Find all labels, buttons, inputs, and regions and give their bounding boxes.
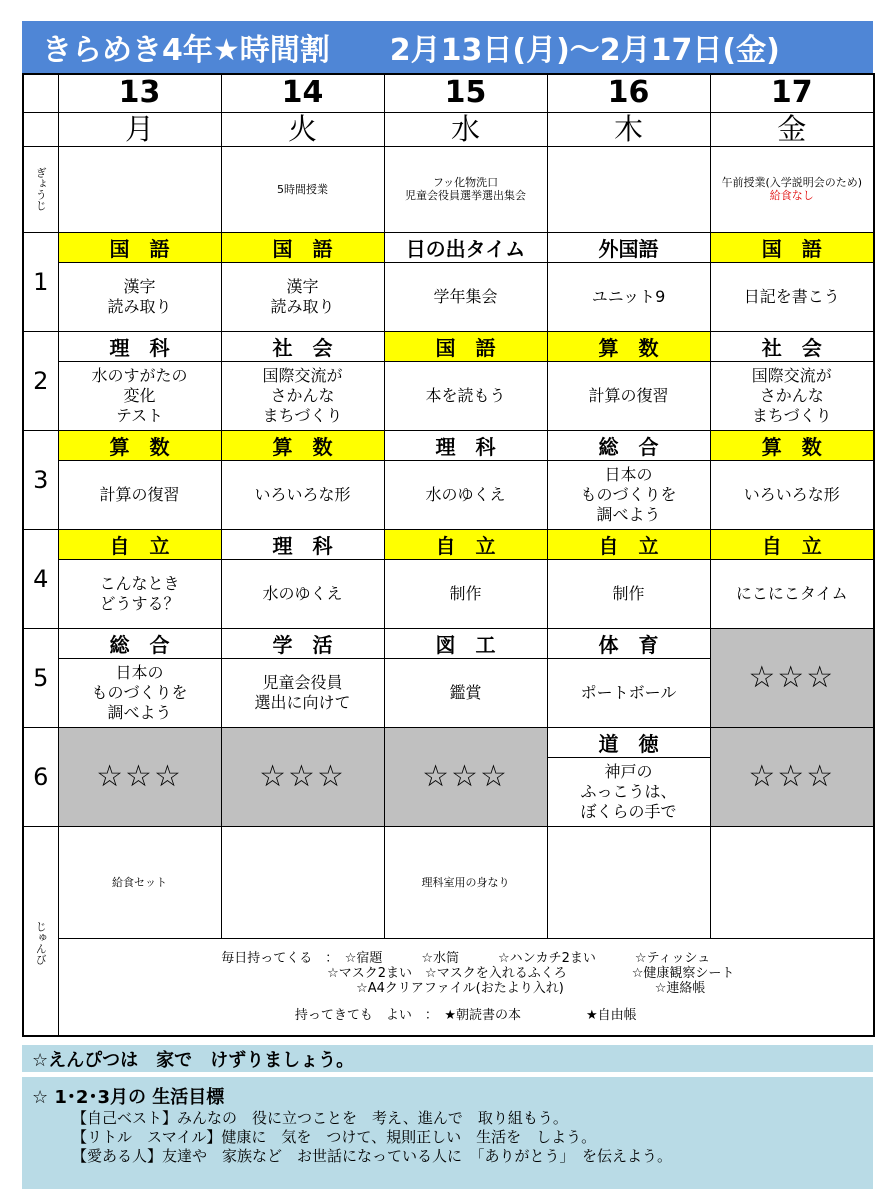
free-slot: ☆☆☆	[710, 628, 874, 727]
lesson-content	[221, 460, 384, 529]
free-slot: ☆☆☆	[710, 727, 874, 826]
event-text: 午前授業(入学説明会のため)	[721, 176, 863, 189]
lesson-content	[384, 460, 547, 529]
lesson-content	[384, 262, 547, 331]
day-name: 金	[710, 112, 874, 146]
lesson-text: ポートボール	[580, 682, 677, 702]
lesson-text: いろいろな形	[254, 484, 351, 504]
subject-label: 自 立	[58, 529, 221, 559]
subject-label: 算 数	[547, 331, 710, 361]
timetable	[22, 73, 875, 1037]
lesson-content	[221, 658, 384, 727]
lesson-content	[221, 559, 384, 628]
period-number: 3	[23, 430, 58, 529]
lesson-text: 国際交流が さかんな まちづくり	[262, 365, 343, 425]
goals-title: ☆ 1･2･3月の 生活目標	[32, 1087, 225, 1108]
lesson-content	[384, 361, 547, 430]
lesson-content	[547, 262, 710, 331]
subject-label: 図 工	[384, 628, 547, 658]
lesson-content	[710, 559, 874, 628]
period-subject-row	[23, 628, 874, 658]
events-row	[23, 146, 874, 232]
period-subject-row	[23, 430, 874, 460]
preparation-label: じゅんび	[34, 921, 48, 965]
subject-label: 理 科	[384, 430, 547, 460]
preparation-cell: 給食セット	[58, 826, 221, 938]
corner-cell	[23, 74, 58, 112]
period-content-row	[23, 559, 874, 628]
subject-label: 国 語	[221, 232, 384, 262]
day-name-row	[23, 112, 874, 146]
events-label: ぎょうじ	[34, 167, 48, 211]
lesson-content	[58, 559, 221, 628]
subject-label: 総 合	[58, 628, 221, 658]
period-subject-row	[23, 529, 874, 559]
lesson-content	[547, 658, 710, 727]
corner-cell	[23, 112, 58, 146]
subject-label: 算 数	[58, 430, 221, 460]
lesson-text: 本を読もう	[425, 385, 506, 405]
event-text: フッ化物洗口	[432, 176, 499, 189]
lesson-text: 漢字 読み取り	[270, 276, 335, 316]
lesson-text: 児童会役員 選出に向けて	[254, 672, 351, 712]
lesson-content	[384, 559, 547, 628]
period-subject-row	[23, 232, 874, 262]
free-slot: ☆☆☆	[384, 727, 547, 826]
daily-items-cell	[58, 938, 874, 1036]
lesson-text: ユニット9	[591, 286, 666, 306]
day-name: 月	[58, 112, 221, 146]
period-subject-row	[23, 727, 874, 757]
events-cell	[384, 146, 547, 232]
subject-label: 国 語	[710, 232, 874, 262]
lesson-content	[547, 757, 710, 826]
period-content-row	[23, 361, 874, 430]
lesson-text: いろいろな形	[743, 484, 840, 504]
lesson-content	[221, 361, 384, 430]
lesson-text: 漢字 読み取り	[107, 276, 172, 316]
day-number-row	[23, 74, 874, 112]
lesson-text: 日記を書こう	[743, 286, 840, 306]
events-label-cell	[23, 146, 58, 232]
period-subject-row	[23, 331, 874, 361]
subject-label: 総 合	[547, 430, 710, 460]
lesson-content	[547, 559, 710, 628]
daily-item-line: 毎日持ってくる ： ☆宿題 ☆水筒 ☆ハンカチ2まい ☆ティッシュ	[221, 950, 711, 966]
subject-label: 国 語	[384, 331, 547, 361]
period-number: 2	[23, 331, 58, 430]
events-cell	[221, 146, 384, 232]
subject-label: 学 活	[221, 628, 384, 658]
preparation-cell	[221, 826, 384, 938]
lesson-text: 神戸の ふっこうは、 ぼくらの手で	[580, 761, 677, 821]
free-slot: ☆☆☆	[221, 727, 384, 826]
period-number: 4	[23, 529, 58, 628]
subject-label: 外国語	[547, 232, 710, 262]
lesson-text: 日本の ものづくりを 調べよう	[580, 464, 677, 524]
optional-items-line: 持ってきても よい ： ★朝読書の本 ★自由帳	[294, 1007, 637, 1023]
preparation-row	[23, 826, 874, 938]
day-number: 14	[221, 74, 384, 112]
lesson-content	[58, 262, 221, 331]
period-content-row	[23, 262, 874, 331]
subject-label: 社 会	[710, 331, 874, 361]
subject-label: 社 会	[221, 331, 384, 361]
period-content-row	[23, 460, 874, 529]
goal-line: 【リトル スマイル】健康に 気を つけて、規則正しい 生活を しよう。	[72, 1128, 597, 1146]
goal-line: 【自己ベスト】みんなの 役に立つことを 考え、進んで 取り組もう。	[72, 1109, 568, 1127]
lesson-text: にこにこタイム	[735, 583, 848, 603]
lesson-text: 日本の ものづくりを 調べよう	[91, 662, 188, 722]
subject-label: 国 語	[58, 232, 221, 262]
preparation-label-cell	[23, 826, 58, 1036]
page-title: きらめき4年★時間割 2月13日(月)～2月17日(金)	[22, 21, 873, 73]
daily-item-line: ☆A4クリアファイル(おたより入れ) ☆連絡帳	[226, 980, 706, 996]
goal-line: 【愛ある人】友達や 家族など お世話になっている人に 「ありがとう」 を伝えよう。	[72, 1147, 673, 1165]
events-cell	[58, 146, 221, 232]
events-cell	[547, 146, 710, 232]
lesson-text: 制作	[612, 583, 645, 603]
lesson-content	[710, 262, 874, 331]
life-goals-box	[22, 1077, 873, 1189]
subject-label: 自 立	[547, 529, 710, 559]
lesson-content	[58, 460, 221, 529]
day-name: 水	[384, 112, 547, 146]
lesson-content	[547, 361, 710, 430]
lesson-content	[710, 361, 874, 430]
lesson-text: 学年集会	[433, 286, 498, 306]
preparation-cell	[710, 826, 874, 938]
day-number: 17	[710, 74, 874, 112]
period-number: 5	[23, 628, 58, 727]
subject-label: 算 数	[221, 430, 384, 460]
period-number: 1	[23, 232, 58, 331]
lesson-text: 水のすがたの 変化 テスト	[91, 365, 188, 425]
daily-item-line: ☆マスク2まい ☆マスクを入れるふくろ ☆健康観察シート	[197, 965, 735, 981]
lesson-content	[58, 361, 221, 430]
events-cell	[710, 146, 874, 232]
lesson-text: 水のゆくえ	[262, 583, 343, 603]
subject-label: 道 徳	[547, 727, 710, 757]
subject-label: 理 科	[58, 331, 221, 361]
lesson-text: 国際交流が さかんな まちづくり	[751, 365, 832, 425]
day-name: 火	[221, 112, 384, 146]
pencil-note: ☆えんぴつは 家で けずりましょう。	[22, 1045, 873, 1072]
lesson-content	[384, 658, 547, 727]
day-number: 13	[58, 74, 221, 112]
lesson-text: 計算の復習	[99, 484, 180, 504]
lesson-text: 鑑賞	[449, 682, 482, 702]
free-slot: ☆☆☆	[58, 727, 221, 826]
day-number: 15	[384, 74, 547, 112]
lesson-text: 水のゆくえ	[425, 484, 506, 504]
subject-label: 自 立	[710, 529, 874, 559]
no-lunch-note: 給食なし	[769, 189, 814, 202]
day-name: 木	[547, 112, 710, 146]
subject-label: 理 科	[221, 529, 384, 559]
subject-label: 体 育	[547, 628, 710, 658]
lesson-content	[58, 658, 221, 727]
daily-items-row	[23, 938, 874, 1036]
subject-label: 日の出タイム	[384, 232, 547, 262]
subject-label: 算 数	[710, 430, 874, 460]
lesson-content	[710, 460, 874, 529]
lesson-text: こんなとき どうする？	[99, 573, 180, 613]
subject-label: 自 立	[384, 529, 547, 559]
lesson-text: 制作	[449, 583, 482, 603]
period-number: 6	[23, 727, 58, 826]
lesson-content	[221, 262, 384, 331]
lesson-content	[547, 460, 710, 529]
lesson-text: 計算の復習	[588, 385, 669, 405]
preparation-cell	[547, 826, 710, 938]
preparation-cell: 理科室用の身なり	[384, 826, 547, 938]
day-number: 16	[547, 74, 710, 112]
event-text: 5時間授業	[277, 182, 328, 196]
event-text: 児童会役員選挙選出集会	[405, 189, 526, 202]
